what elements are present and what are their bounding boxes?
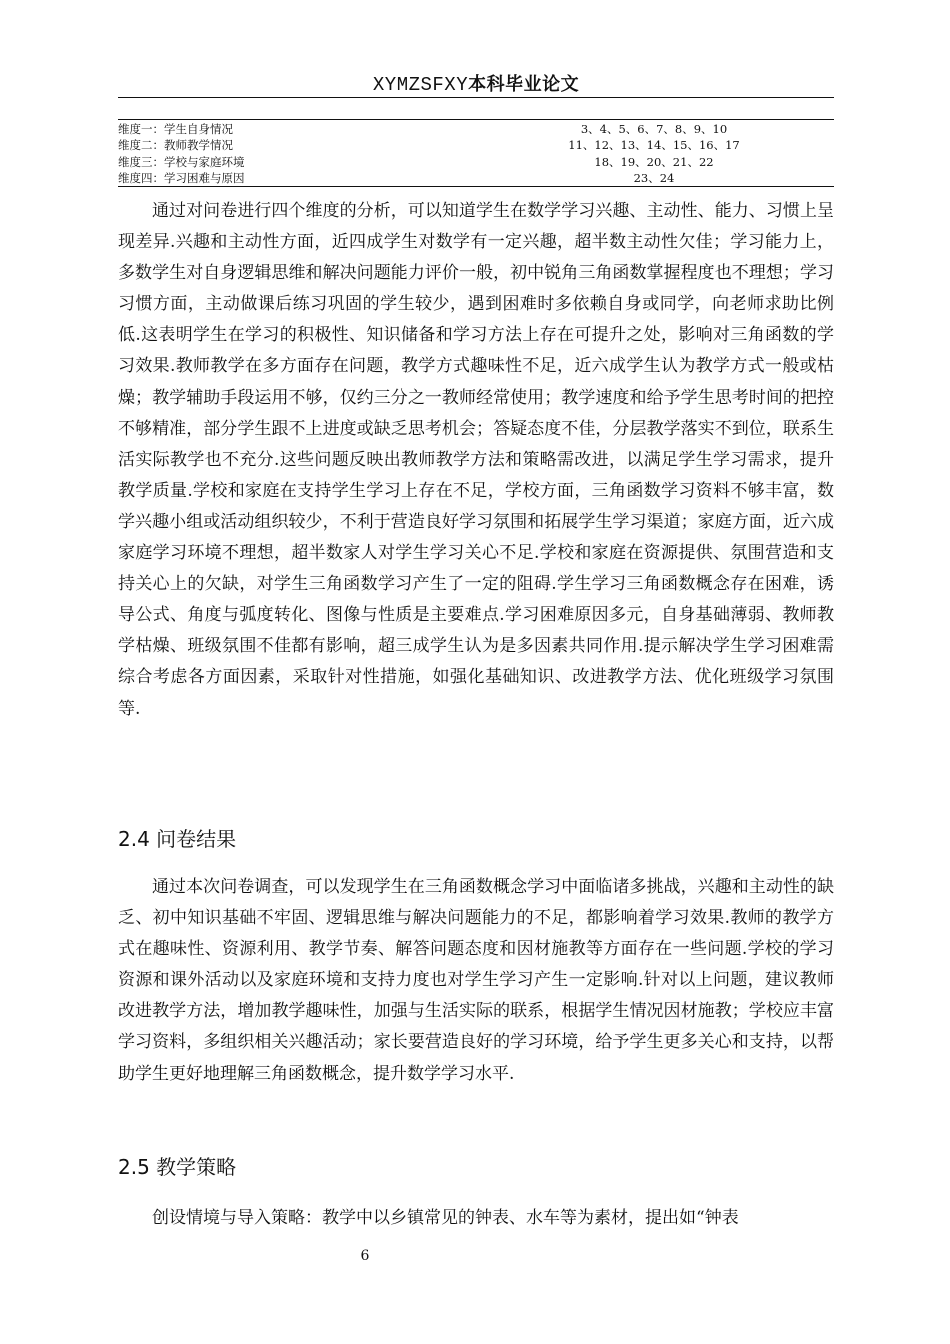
header-rule (118, 97, 834, 98)
dimension-cell: 维度四：学习困难与原因 (118, 170, 474, 187)
survey-results-paragraph: 通过本次问卷调查，可以发现学生在三角函数概念学习中面临诸多挑战，兴趣和主动性的缺乏、初中知识基础不牢固、逻辑思维与解决问题能力的不足，都影响着学习效果.教师的教学方式在趣味性、资源利用、教学节奏、解答问题态度和因材施教等方面存在一些问题.学校的学习资源和课外活动以及家庭环境和支持力度也对学生学习产生一定影响.针对以上问题，建议教师改进教学方法，增加教学趣味性，加强与生活实际的联系，根据学生情况因材施教；学校应丰富学习资料，多组织相关兴趣活动；家长要营造良好的学习环境，给予学生更多关心和支持，以帮助学生更好地理解三角函数概念，提升数学学习水平. (118, 877, 834, 1084)
section-heading-survey-results: 2.4 问卷结果 (118, 827, 237, 851)
header-chinese: 本科毕业论文 (468, 74, 580, 95)
header-latin: XYMZSFXY (372, 74, 469, 96)
analysis-paragraph: 通过对问卷进行四个维度的分析，可以知道学生在数学学习兴趣、主动性、能力、习惯上呈现差异.兴趣和主动性方面，近四成学生对数学有一定兴趣，超半数主动性欠佳；学习能力上，多数学生对自身逻辑思维和解决问题能力评价一般，初中锐角三角函数掌握程度也不理想；学习习惯方面，主动做课后练习巩固的学生较少，遇到困难时多依赖自身或同学，向老师求助比例低.这表明学生在学习的积极性、知识储备和学习方法上存在可提升之处，影响对三角函数的学习效果.教师教学在多方面存在问题，教学方式趣味性不足，近六成学生认为教学方式一般或枯燥；教学辅助手段运用不够，仅约三分之一教师经常使用；教学速度和给予学生思考时间的把控不够精准，部分学生跟不上进度或缺乏思考机会；答疑态度不佳，分层教学落实不到位，联系生活实际教学也不充分.这些问题反映出教师教学方法和策略需改进，以满足学生学习需求，提升教学质量.学校和家庭在支持学生学习上存在不足，学校方面，三角函数学习资料不够丰富，数学兴趣小组或活动组织较少，不利于营造良好学习氛围和拓展学生学习渠道；家庭方面，近六成家庭学习环境不理想，超半数家人对学生学习关心不足.学校和家庭在资源提供、氛围营造和支持关心上的欠缺，对学生三角函数学习产生了一定的阻碍.学生学习三角函数概念存在困难，诱导公式、角度与弧度转化、图像与性质是主要难点.学习困难原因多元，自身基础薄弱、教师教学枯燥、班级氛围不佳都有影响，超三成学生认为是多因素共同作用.提示解决学生学习困难需综合考虑各方面因素，采取针对性措施，如强化基础知识、改进教学方法、优化班级学习氛围等. (118, 201, 834, 719)
table-row (118, 120, 834, 137)
table-row (118, 137, 834, 154)
running-header (118, 70, 834, 96)
page-number: 6 (360, 1248, 370, 1264)
dimension-cell: 维度一：学生自身情况 (118, 120, 474, 137)
items-cell: 3、4、5、6、7、8、9、10 (474, 120, 834, 137)
table-row (118, 153, 834, 170)
dimension-cell: 维度二：教师教学情况 (118, 138, 233, 152)
table-row (118, 170, 834, 187)
dimension-cell: 维度三：学校与家庭环境 (118, 154, 245, 169)
items-cell: 18、19、20、21、22 (594, 154, 714, 169)
items-cell: 11、12、13、14、15、16、17 (568, 138, 740, 152)
items-cell: 23、24 (474, 170, 834, 187)
section-heading-teaching-strategy: 2.5 教学策略 (118, 1155, 237, 1179)
dimension-table (118, 119, 834, 187)
teaching-strategy-paragraph: 创设情境与导入策略：教学中以乡镇常见的钟表、水车等为素材，提出如“钟表 (152, 1208, 739, 1228)
